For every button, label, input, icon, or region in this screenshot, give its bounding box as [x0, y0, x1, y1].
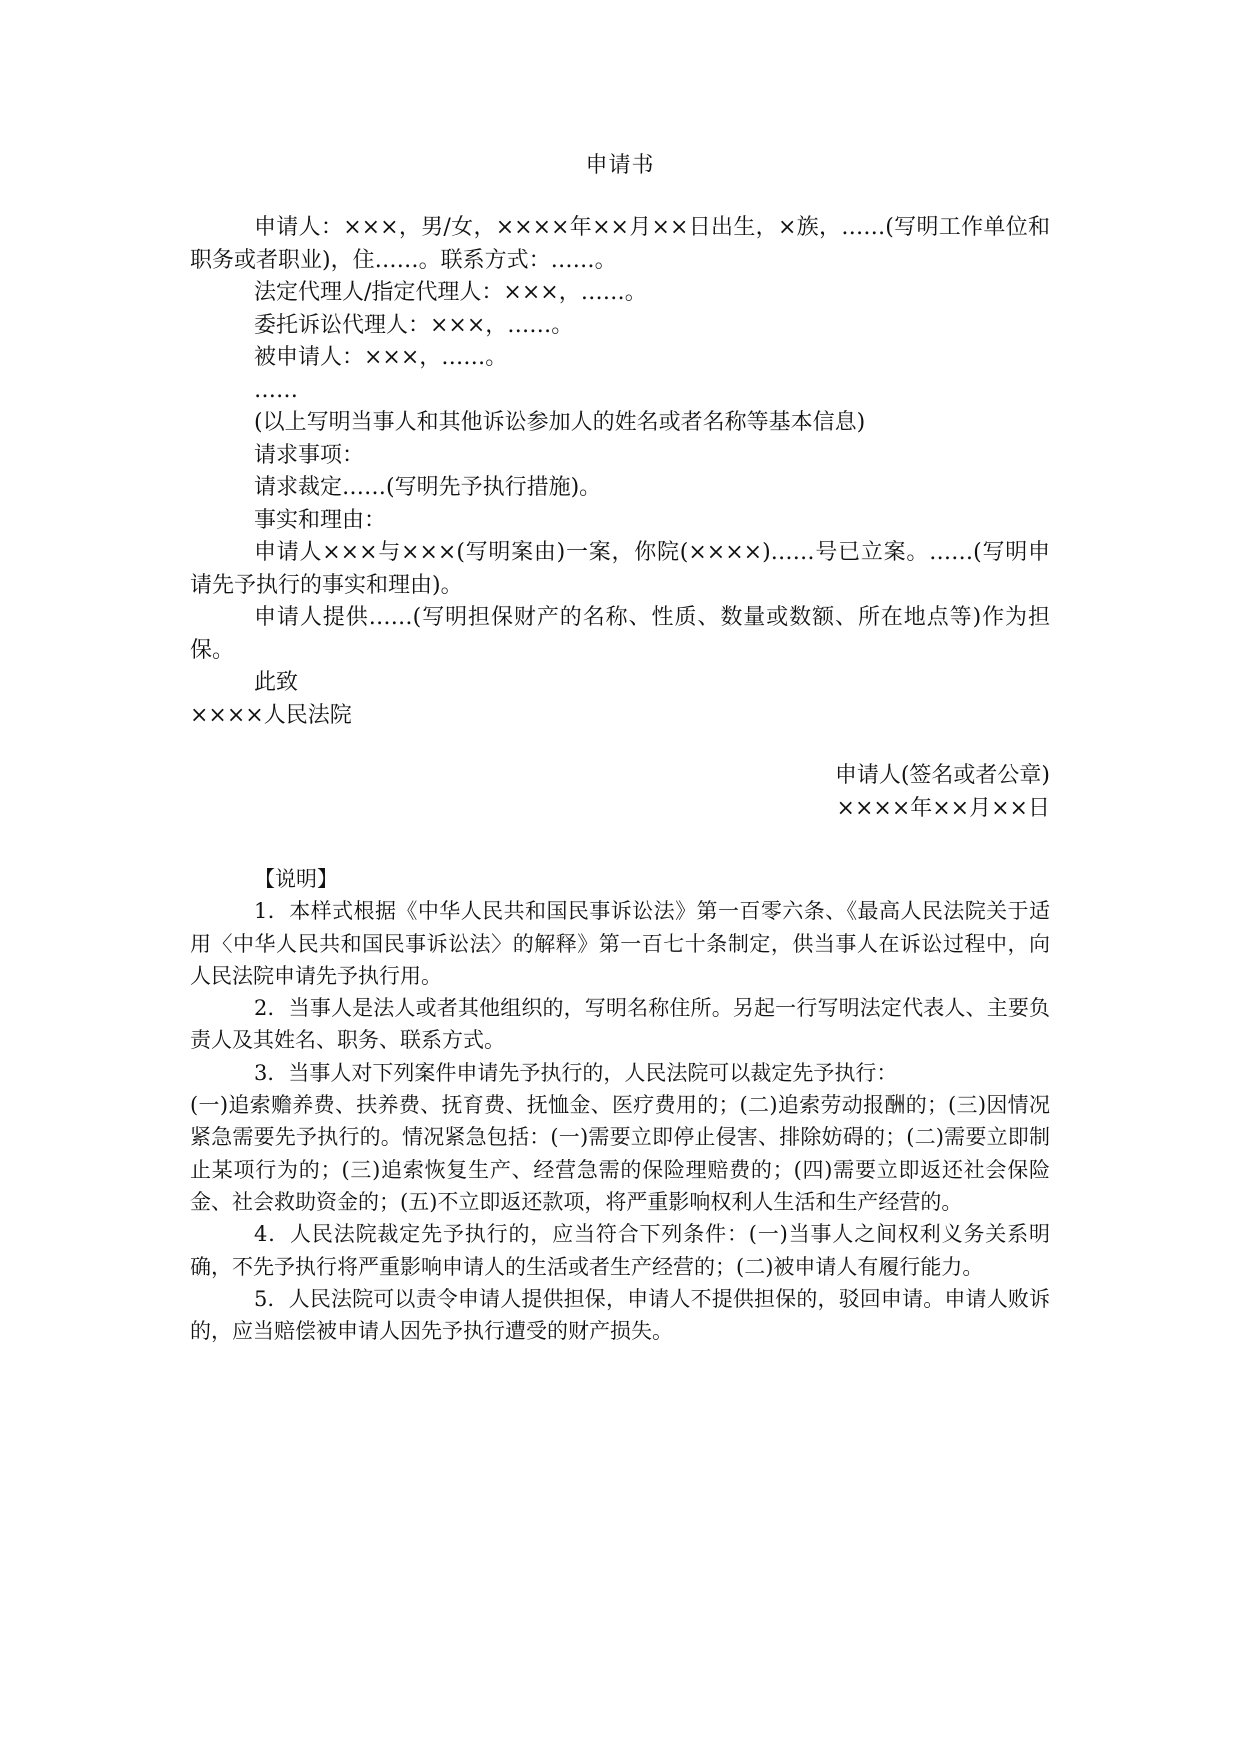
- applicant-paragraph: 申请人：×××，男/女，××××年××月××日出生，×族，……(写明工作单位和职务或者职业)，住……。联系方式：……。: [190, 215, 1050, 273]
- note-item-2: 2．当事人是法人或者其他组织的，写明名称住所。另起一行写明法定代表人、主要负责人及其姓名、职务、联系方式。: [190, 996, 1050, 1053]
- note-item-5: 5．人民法院可以责令申请人提供担保，申请人不提供担保的，驳回申请。申请人败诉的，应当赔偿被申请人因先予执行遭受的财产损失。: [190, 1286, 1050, 1344]
- document-body: [190, 212, 1050, 732]
- signature-date: ××××年××月××日: [836, 795, 1050, 821]
- facts-heading: 事实和理由：: [254, 507, 387, 533]
- legal-agent-paragraph: 法定代理人/指定代理人：×××，……。: [254, 280, 647, 305]
- signer-label: 申请人(签名或者公章): [834, 763, 1050, 788]
- note-item-3: 3．当事人对下列案件申请先予执行的，人民法院可以裁定先予执行：: [254, 1060, 898, 1085]
- parties-note: (以上写明当事人和其他诉讼参加人的姓名或者名称等基本信息): [254, 410, 866, 435]
- notes-section: [190, 863, 1050, 1347]
- document-title: 申请书: [585, 153, 655, 178]
- parties-ellipsis: ……: [254, 377, 298, 403]
- note-item-1: 1．本样式根据《中华人民共和国民事诉讼法》第一百零六条、《最高人民法院关于适用〈中华人民共和国民事诉讼法〉的解释》第一百七十条制定，供当事人在诉讼过程中，向人民法院申请先予执行用。: [190, 899, 1050, 988]
- note-item-4: 4．人民法院裁定先予执行的，应当符合下列条件：(一)当事人之间权利义务关系明确，不先予执行将严重影响申请人的生活或者生产经营的；(二)被申请人有履行能力。: [190, 1222, 1050, 1279]
- facts-paragraph-2: 申请人提供……(写明担保财产的名称、性质、数量或数额、所在地点等)作为担保。: [190, 605, 1050, 663]
- signature-block: [835, 760, 1050, 825]
- facts-paragraph-1: 申请人×××与×××(写明案由)一案，你院(××××)……号已立案。……(写明申请先予执行的事实和理由)。: [190, 540, 1050, 598]
- claims-heading: 请求事项：: [254, 442, 365, 468]
- notes-heading: 【说明】: [254, 867, 338, 891]
- court-name: ××××人民法院: [190, 702, 352, 728]
- salutation: 此致: [254, 670, 299, 695]
- litigation-agent-paragraph: 委托诉讼代理人：×××，……。: [254, 312, 574, 338]
- respondent-paragraph: 被申请人：×××，……。: [254, 345, 508, 370]
- note-item-3-detail: (一)追索赡养费、扶养费、抚育费、抚恤金、医疗费用的；(二)追索劳动报酬的；(三)因情况紧急需要先予执行的。情况紧急包括：(一)需要立即停止侵害、排除妨碍的；(二)需要立即制止某项行为的；(三)追索恢复生产、经营急需的保险理赔费的；(四)需要立即返还社会保险金、社会救助资金的；(五)不立即返还款项，将严重影响权利人生活和生产经营的。: [190, 1093, 1050, 1214]
- claims-content: 请求裁定……(写明先予执行措施)。: [254, 475, 602, 500]
